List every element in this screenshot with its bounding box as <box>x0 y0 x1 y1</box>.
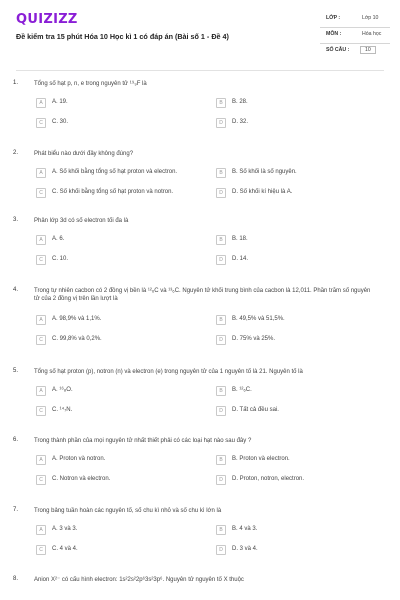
meta-label-subject: MÔN : <box>326 31 342 37</box>
option-text: B. Số khối là số nguyên. <box>232 169 297 175</box>
option-letter-box[interactable]: D <box>216 545 226 555</box>
option-text: C. 30. <box>52 119 69 125</box>
option-letter-box[interactable]: D <box>216 255 226 265</box>
option-letter-box[interactable]: B <box>216 525 226 535</box>
option-letter-box[interactable]: C <box>36 255 46 265</box>
question-text: Anion X²⁻ có cấu hình electron: 1s²2s²2p⁶3s²3p⁶. Nguyên tử nguyên tố X thuộc <box>34 577 244 583</box>
option-text: A. Số khối bằng tổng số hạt proton và electron. <box>52 169 178 175</box>
option-letter-box[interactable]: A <box>36 386 46 396</box>
option-letter-box[interactable]: B <box>216 315 226 325</box>
option-letter-box[interactable]: B <box>216 98 226 108</box>
option-letter-box[interactable]: D <box>216 475 226 485</box>
option-letter-box[interactable]: C <box>36 188 46 198</box>
question-text: Tổng số hạt p, n, e trong nguyên tử ¹⁹₉F là <box>34 81 147 87</box>
option-letter-box[interactable]: A <box>36 235 46 245</box>
option-text: D. 75% và 25%. <box>232 336 276 342</box>
option-text: C. 99,8% và 0,2%. <box>52 336 102 342</box>
option-letter-box[interactable]: C <box>36 118 46 128</box>
option-text: D. 32. <box>232 119 249 125</box>
option-letter-box[interactable]: A <box>36 168 46 178</box>
option-text: B. 18. <box>232 236 248 242</box>
question-text: Trong bảng tuần hoàn các nguyên tố, số chu kì nhỏ và số chu kì lớn là <box>34 508 222 514</box>
option-text: A. 19. <box>52 99 68 105</box>
worksheet-title: Đề kiểm tra 15 phút Hóa 10 Học kì 1 có đáp án (Bài số 1 - Đề 4) <box>16 32 229 41</box>
option-text: B. ¹²₆C. <box>232 387 252 393</box>
option-text: B. 28. <box>232 99 248 105</box>
option-text: A. ¹⁶₈O. <box>52 387 73 393</box>
option-letter-box[interactable]: B <box>216 235 226 245</box>
question-number: 4. <box>13 287 19 293</box>
option-letter-box[interactable]: A <box>36 315 46 325</box>
option-text: D. 3 và 4. <box>232 546 258 552</box>
question-text: Trong thành phần của mọi nguyên tử nhất thiết phải có các loại hạt nào sau đây ? <box>34 438 252 444</box>
option-letter-box[interactable]: A <box>36 98 46 108</box>
option-text: B. Proton và electron. <box>232 456 290 462</box>
question-number: 1. <box>13 80 19 86</box>
option-letter-box[interactable]: B <box>216 455 226 465</box>
quizizz-logo: QUIZIZZ <box>16 12 78 27</box>
option-letter-box[interactable]: C <box>36 335 46 345</box>
option-text: A. 3 và 3. <box>52 526 78 532</box>
option-text: C. 4 và 4. <box>52 546 78 552</box>
option-text: C. ¹⁴₇N. <box>52 407 73 413</box>
question-number: 2. <box>13 150 19 156</box>
meta-value-grade: Lớp 10 <box>362 15 379 21</box>
question-number: 5. <box>13 368 19 374</box>
option-letter-box[interactable]: D <box>216 335 226 345</box>
option-letter-box[interactable]: B <box>216 386 226 396</box>
option-letter-box[interactable]: C <box>36 545 46 555</box>
option-letter-box[interactable]: C <box>36 406 46 416</box>
option-text: C. Số khối bằng tổng số hạt proton và notron. <box>52 189 174 195</box>
meta-value-count: 10 <box>360 46 376 54</box>
option-text: D. 14. <box>232 256 249 262</box>
question-text: Phát biểu nào dưới đây không đúng? <box>34 151 134 157</box>
option-text: B. 49,5% và 51,5%. <box>232 316 285 322</box>
option-letter-box[interactable]: D <box>216 406 226 416</box>
option-text: A. Proton và notron. <box>52 456 106 462</box>
meta-value-subject: Hóa học <box>362 31 382 37</box>
meta-label-grade: LỚP : <box>326 15 341 21</box>
option-text: A. 6. <box>52 236 65 242</box>
option-letter-box[interactable]: C <box>36 475 46 485</box>
question-text: Phân lớp 3d có số electron tối đa là <box>34 218 129 224</box>
option-letter-box[interactable]: D <box>216 118 226 128</box>
option-text: D. Proton, notron, electron. <box>232 476 305 482</box>
option-text: B. 4 và 3. <box>232 526 258 532</box>
option-letter-box[interactable]: B <box>216 168 226 178</box>
question-number: 6. <box>13 437 19 443</box>
option-letter-box[interactable]: A <box>36 525 46 535</box>
option-letter-box[interactable]: A <box>36 455 46 465</box>
option-text: D. Tất cả đều sai. <box>232 407 279 413</box>
option-text: C. Notron và electron. <box>52 476 111 482</box>
question-text: Trong tự nhiên cacbon có 2 đồng vị bền là ¹²₆C và ¹³₆C. Nguyên tử khối trung bình của cacbon là 12,011. Phần trăm số nguyên tử của 2 đồng vị trên lần lượt là <box>34 288 371 302</box>
option-text: D. Số khối kí hiệu là A. <box>232 189 293 195</box>
meta-label-count: SỐ CÂU : <box>326 47 350 53</box>
option-letter-box[interactable]: D <box>216 188 226 198</box>
question-number: 7. <box>13 507 19 513</box>
question-number: 8. <box>13 576 19 582</box>
option-text: C. 10. <box>52 256 69 262</box>
option-text: A. 98,9% và 1,1%. <box>52 316 102 322</box>
question-text: Tổng số hạt proton (p), notron (n) và electron (e) trong nguyên tử của 1 nguyên tố là 21. Nguyên tố là <box>34 369 303 375</box>
question-number: 3. <box>13 217 19 223</box>
